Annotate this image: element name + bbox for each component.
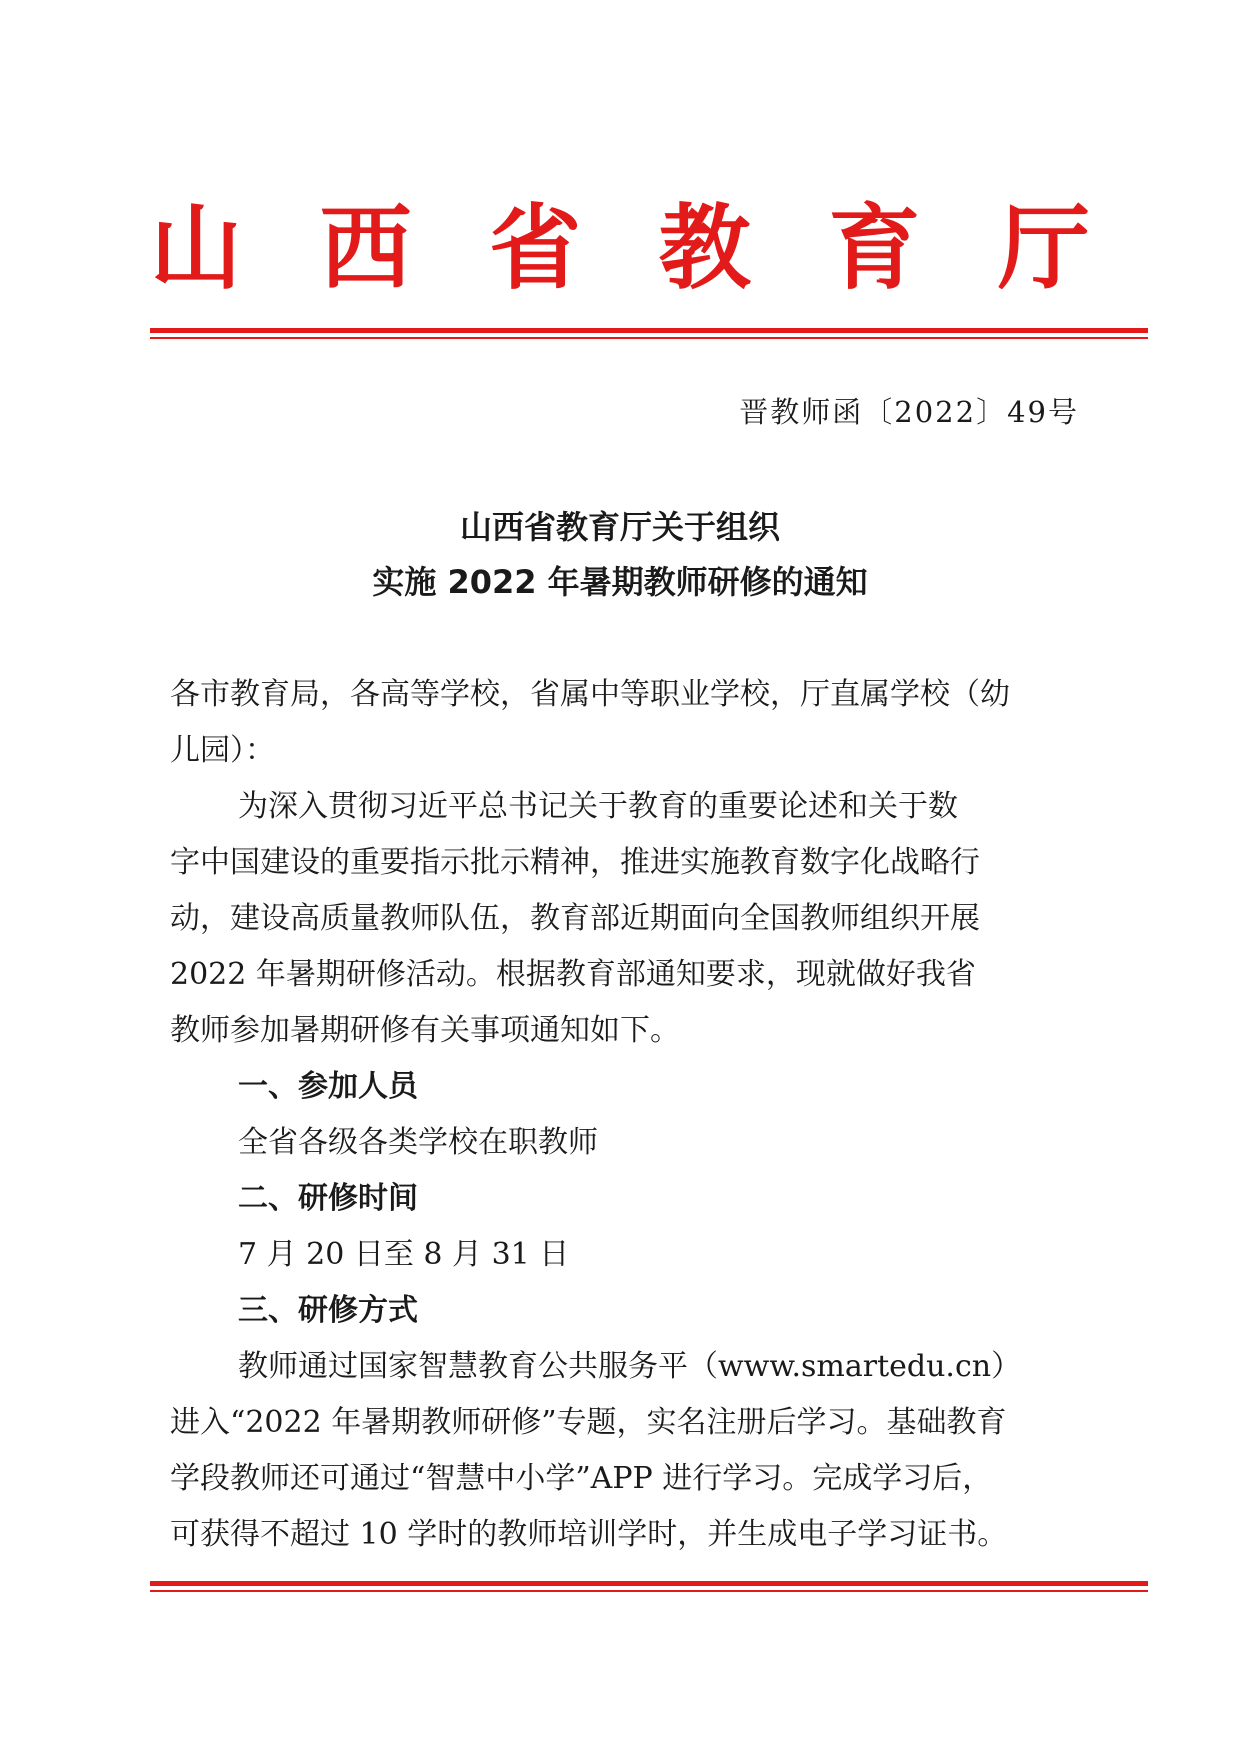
- section-text-participants: 全省各级各类学校在职教师: [238, 1125, 598, 1160]
- document-title: [150, 500, 1090, 610]
- footer-red-rule-thick: [150, 1581, 1148, 1586]
- addressee-line: 各市教育局，各高等学校，省属中等职业学校，厅直属学校（幼: [170, 677, 1010, 712]
- issuer-char: 西: [319, 194, 412, 302]
- issuer-char: 省: [489, 194, 582, 302]
- document-number: 晋教师函〔2022〕49号: [739, 395, 1079, 429]
- method-line: 教师通过国家智慧教育公共服务平（www.smartedu.cn）: [238, 1349, 1022, 1384]
- issuer-char: 山: [150, 194, 243, 302]
- intro-line: 2022 年暑期研修活动。根据教育部通知要求，现就做好我省: [170, 957, 976, 992]
- section-heading-participants: 一、参加人员: [238, 1069, 418, 1104]
- footer-red-rule-thin: [150, 1590, 1148, 1592]
- issuer-header: [150, 188, 1090, 308]
- issuer-char: 教: [658, 194, 751, 302]
- section-text-time: 7 月 20 日至 8 月 31 日: [238, 1237, 570, 1272]
- method-line: 进入“2022 年暑期教师研修”专题，实名注册后学习。基础教育: [170, 1405, 1007, 1440]
- document-body: [170, 667, 1086, 1563]
- section-heading-time: 二、研修时间: [238, 1181, 418, 1216]
- method-line: 可获得不超过 10 学时的教师培训学时，并生成电子学习证书。: [170, 1517, 1008, 1552]
- intro-line: 字中国建设的重要指示批示精神，推进实施教育数字化战略行: [170, 845, 980, 880]
- intro-line: 教师参加暑期研修有关事项通知如下。: [170, 1013, 680, 1048]
- issuer-char: 厅: [997, 194, 1090, 302]
- title-line-2: 实施 2022 年暑期教师研修的通知: [372, 563, 868, 601]
- intro-line: 动，建设高质量教师队伍，教育部近期面向全国教师组织开展: [170, 901, 980, 936]
- title-line-1: 山西省教育厅关于组织: [459, 508, 780, 546]
- intro-line: 为深入贯彻习近平总书记关于教育的重要论述和关于数: [238, 789, 958, 824]
- header-red-rule-thick: [150, 328, 1148, 333]
- section-heading-method: 三、研修方式: [238, 1293, 418, 1328]
- header-red-rule-thin: [150, 337, 1148, 339]
- issuer-char: 育: [828, 194, 921, 302]
- method-line: 学段教师还可通过“智慧中小学”APP 进行学习。完成学习后，: [170, 1461, 993, 1496]
- addressee-line: 儿园）：: [170, 733, 275, 768]
